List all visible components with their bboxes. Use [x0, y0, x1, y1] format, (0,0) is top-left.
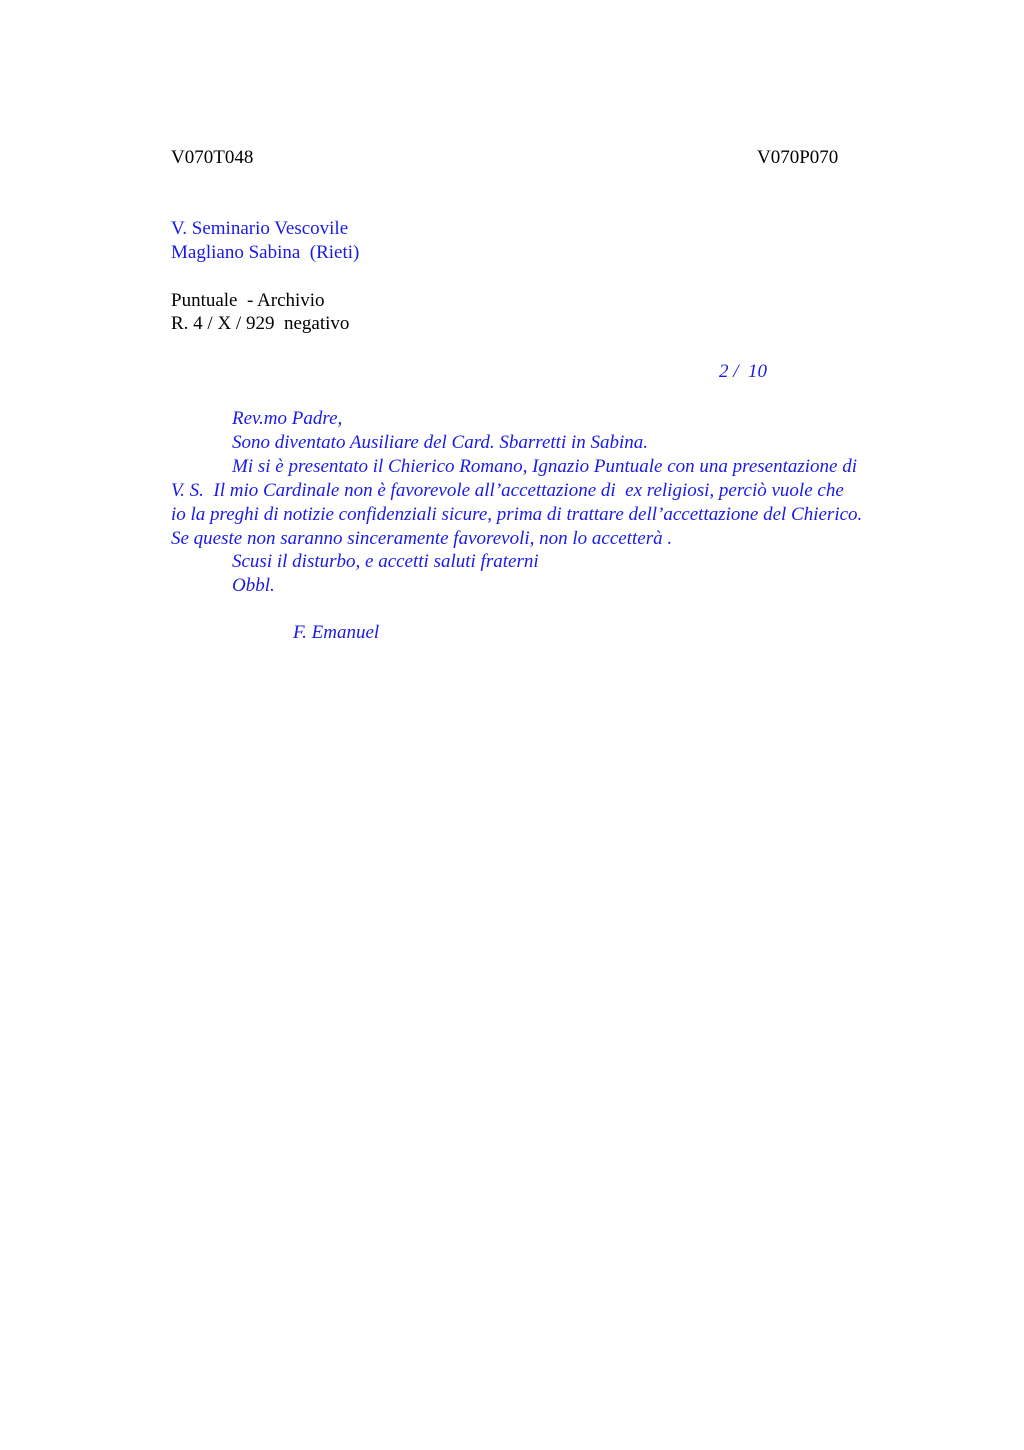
letter-paragraph-2-line-1: Mi si è presentato il Chierico Romano, Ignazio Puntuale con una presentazione di: [232, 456, 857, 477]
document-code-right: V070P070: [757, 147, 839, 168]
letter-paragraph-2-line-4: Se queste non saranno sinceramente favorevoli, non lo accetterà .: [171, 528, 673, 549]
letter-closing-2: Obbl.: [232, 575, 275, 596]
letter-salutation: Rev.mo Padre,: [232, 408, 343, 429]
archive-line-2: R. 4 / X / 929 negativo: [171, 313, 350, 334]
letter-closing-1: Scusi il disturbo, e accetti saluti fraterni: [232, 551, 539, 572]
letter-signature: F. Emanuel: [293, 622, 380, 643]
letter-paragraph-1: Sono diventato Ausiliare del Card. Sbarretti in Sabina.: [232, 432, 649, 453]
sender-line-1: V. Seminario Vescovile: [171, 218, 349, 239]
document-code-left: V070T048: [171, 147, 254, 168]
sender-line-2: Magliano Sabina (Rieti): [171, 242, 360, 263]
archive-line-1: Puntuale - Archivio: [171, 290, 325, 311]
letter-paragraph-2-line-2: V. S. Il mio Cardinale non è favorevole all’accettazione di ex religiosi, perciò vuole che: [171, 480, 844, 501]
letter-paragraph-2-line-3: io la preghi di notizie confidenziali sicure, prima di trattare dell’accettazione del Chierico.: [171, 504, 863, 525]
letter-date: 2 / 10: [719, 361, 768, 382]
